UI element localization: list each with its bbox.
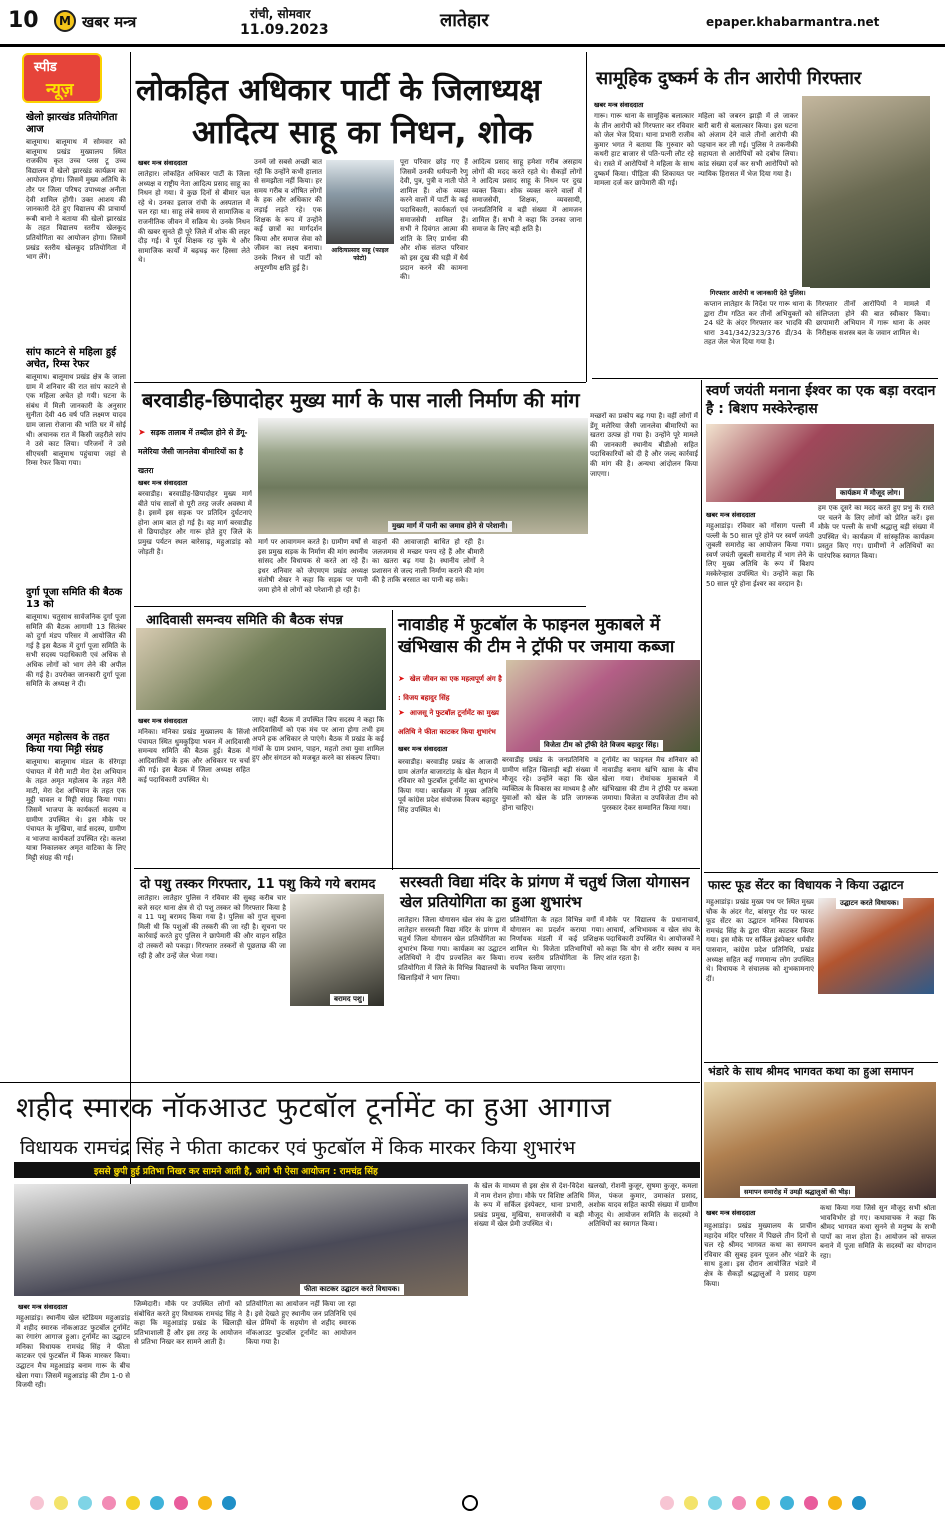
art6-quote-1-text: खेल जीवन का एक महत्वपूर्ण अंग है : विजय बहादुर सिंह [398, 675, 502, 702]
crosshair-icon [462, 1495, 478, 1511]
art2-col4: गिरफ्तार तीनों आरोपियों ने मामले में संलिप्तता होने की बात स्वीकार किया। छापामारी अभियान में गारू थाना के अवर निरीक्षक सशस्त्र बल के जवान शामिल थे। [816, 300, 930, 337]
art11-strap [14, 1162, 700, 1178]
art3-kicker [138, 420, 254, 477]
art1-col3: पूरा परिवार छोड़ गए हैं जिसमें उनकी धर्मपत्नी रेणु देवी, पुत्र, पुत्री व नाती पोते शामिल हैं। शोक व्यक्त करने वालों में पार्टी के कई पदाधिकारी, कार्यकर्ता एवं समाजसेवी शामिल हैं। सभी ने दिवंगत आत्मा की शांति के लिए प्रार्थना की और शोक संतप्त परिवार को इस दुख की घड़ी में धैर्य प्रदान करने की कामना की। [400, 158, 468, 282]
art2-headline: सामूहिक दुष्कर्म के तीन आरोपी गिरफ्तार [596, 68, 862, 89]
art6-left-rule [392, 610, 393, 870]
brand-name: खबर मन्त्र [82, 13, 137, 31]
art1-col1: लातेहार। लोकहित अधिकार पार्टी के जिला अध्यक्ष व राष्ट्रीय नेता आदित्य प्रसाद साहू का निधन हो गया। वे कुछ दिनों से बीमार चल रहे थे। उनका इलाज रांची के अस्पताल में चल रहा था। साहू लंबे समय से सामाजिक व राजनीतिक जीवन में सक्रिय थे। उनके निधन की खबर सुनते ही पूरे जिले में शोक की लहर दौड़ गई। वे पूर्व शिक्षक रह चुके थे और सामाजिक कार्यों में बढ़चढ़ कर हिस्सा लेते थे। [138, 170, 250, 265]
sidebar-item [26, 112, 126, 343]
logo-top-text: स्पीड [34, 60, 57, 75]
sidebar-body: बालूमाथ। बालूमाथ मंडल के सेरेगड़ा पंचायत में मेरी माटी मेरा देश अभियान के तहत अमृत महोत्सव के तहत मेरी माटी, मेरा देश अभियान के तहत एक मुट्ठी चावल व मिट्टी संग्रह किया गया। जिसमें भाजपा के कार्यकर्ता सदस्य व ग्रामीण उपस्थित थे। इस मौके पर पंचायत के मुखिया, वार्ड सदस्य, ग्रामीण व भाजपा कार्यकर्ता उपस्थित रहे। कलश यात्रा निकालकर अमृत वाटिका के लिए मिट्टी संग्रह की गई। [26, 758, 126, 862]
art3-top-rule [134, 382, 586, 383]
logo-bottom-text: न्यूज़ [46, 80, 74, 100]
registration-dot [828, 1496, 842, 1510]
sidebar-item [26, 587, 126, 728]
registration-dot [198, 1496, 212, 1510]
art2-photo-caption: गिरफ्तार आरोपी व जानकारी देते पुलिस। [706, 287, 810, 298]
art6-headline: नावाडीह में फुटबॉल के फाइनल मुकाबले में खंभिखास की टीम ने ट्रॉफी पर जमाया कब्जा [398, 615, 675, 657]
art11-headline-2: विधायक रामचंद्र सिंह ने फीता काटकर एवं फुटबॉल में किक मारकर किया शुभारंभ [20, 1137, 576, 1159]
art3-col3: वाहनों की आवाजाही बाधित हो रही है। जलजमाव से मच्छर पनप रहे हैं और बीमारी का खतरा बढ़ गया है। स्थानीय लोगों ने प्रशासन से जल्द नाली निर्माण कराने की मांग की है ताकि बरसात का पानी बह सके। [372, 538, 484, 585]
art4-photo-caption: कार्यक्रम में मौजूद लोग। [836, 488, 904, 499]
sidebar-body: बालूमाथ। चतुसाथ सार्वजनिक दुर्गा पूजा समिति की बैठक आगामी 13 सितंबर को दुर्गा मंडप परिसर में आयोजित की गई है इस बैठक में दुर्गा पूजा समिति के सभी सदस्य पदाधिकारी एवं अधिक से अधिक लोगों को भाग लेने की अपील की गई है। उपरोक्त जानकारी दुर्गा पूजा समिति के अध्यक्ष ने दी। [26, 613, 126, 689]
art3-col2: मार्ग पर आवागमन करते है। ग्रामीण वर्षों से इस प्रमुख सड़क के निर्माण की मांग स्थानीय सांसद और विधायक से करते आ रहे हैं। इधर शनिवार को जेएमएम प्रखंड अध्यक्ष संतोषी शेखर ने कहा कि सड़क पर पानी जमा होने से लोगों को परेशानी हो रही है। [258, 538, 368, 594]
art4-col1: महुआडांड़। रविवार को गोंसाग पल्ली में पल्ली के 50 साल पूरे होने पर स्वर्ण जयंती जुबली समारोह का आयोजन किया गया। स्वर्ण जयंती जुबली समारोह में भाग लेने के लिए मुख्य अतिथि के रूप में बिशप मस्केरेन्हास उपस्थित थे। उन्होंने कहा कि 50 साल पूरे होना ईश्वर का वरदान है। [706, 522, 814, 588]
art11-col1: महुआडांड़। स्थानीय खेल स्टेडियम महुआडांड़ में शहीद स्मारक नॉकआउट फुटबॉल टूर्नामेंट का रंगारंग आगाज हुआ। टूर्नामेंट का उद्घाटन मनिका विधायक रामचंद्र सिंह ने फीता काटकर एवं फुटबॉल में किक मारकर किया। उद्घाटन मैच महुआडांड़ बनाम गारू के बीच खेला गया। जिसमें महुआडांड़ की टीम 1-0 से विजयी रही। [16, 1314, 130, 1390]
art1-col2: उनमें जो सबसे अच्छी बात रही कि उन्होंने कभी हालात से समझौता नहीं किया। हर समय गरीब व शोषित लोगों के हक और अधिकार की लड़ाई लड़ते रहे। एक शिक्षक के रूप में उन्होंने कई छात्रों का मार्गदर्शन किया और समाज सेवा को जीवन का लक्ष्य बनाया। उनके निधन से पार्टी को अपूरणीय क्षति हुई है। [254, 158, 322, 272]
art2-photo [802, 96, 930, 288]
sidebar-body: बालूमाथ। बालूमाथ में सोमवार को बालूमाथ प्रखंड मुख्यालय स्थित राजकीय कृत उच्च प्लस टू उच्च विद्यालय में खेलो झारखंड कार्यक्रम का आयोजन होगा। जिसमें मुख्य अतिथि के तौर पर जिला परिषद उपाध्यक्ष अनीता देवी शामिल होंगी। उक्त आशय की जानकारी देते हुए विद्यालय की प्राचार्या रूबी बानो ने बताया की खेलो झारखंड के तहत विद्यालय स्तरीय खेलकूद प्रतियोगिता का आयोजन होगा। जिसमें प्रखंड स्तरीय खेलकूद प्रतियोगिता में भाग लेंगे। [26, 138, 126, 262]
art3-headline: बरवाडीह-छिपादोहर मुख्य मार्ग के पास नाली निर्माण की मांग [142, 388, 580, 412]
art6-byline: खबर मन्त्र संवाददाता [398, 745, 448, 753]
art7-body: लातेहार। लातेहार पुलिस ने रविवार की सुबह करीब चार बजे सदर थाना क्षेत्र से दो पशु तस्कर को गिरफ्तार किया है व 11 पशु बरामद किया गया है। पुलिस को गुप्त सूचना मिली थी कि पशुओं की तस्करी की जा रही है। सूचना पर कार्रवाई करते हुए पुलिस ने छापेमारी की और वाहन सहित दो तस्करों को पकड़ा। गिरफ्तार तस्करों से पूछताछ की जा रही है और उन्हें जेल भेजा गया। [138, 894, 286, 960]
sidebar-title: खेलो झारखंड प्रतियोगिता आज [26, 112, 118, 135]
art5-headline: आदिवासी समन्वय समिति की बैठक संपन्न [146, 613, 343, 628]
art11-headline-1: शहीद स्मारक नॉकआउट फुटबॉल टूर्नामेंट का हुआ आगाज [16, 1091, 612, 1124]
art10-col1: महुआडांड़। प्रखंड मुख्यालय के प्राचीन महादेव मंदिर परिसर में पिछले तीन दिनों से चल रहे श्रीमद भागवत कथा का समापन रविवार की सुबह हवन पूजन और भंडारे के साथ हुआ। इस दौरान आयोजित भंडारे में क्षेत्र के सैकड़ों श्रद्धालुओं ने प्रसाद ग्रहण किया। [704, 1222, 816, 1288]
registration-dot [684, 1496, 698, 1510]
art10-col2: कथा किया गया जिसे सुन मौजूद सभी श्रोता भावविभोर हो गए। कथावाचक ने कहा कि श्रीमद भागवत कथा सुनने से मनुष्य के सभी पापों का नाश होता है। आयोजन को सफल बनाने में पूजा समिति के सदस्यों का योगदान रहा। [820, 1204, 936, 1260]
art9-body: महुआडांड़। प्रखंड मुख्य पथ पर स्थित मुख्य चौक के अंदर गेट, बांसपुर रोड पर फास्ट फूड सेंटर का उद्घाटन मनिका विधायक रामचंद्र सिंह के द्वारा फीता काटकर किया गया। इस मौके पर सर्किल इंस्पेक्टर धर्मवीर पासवान, कांग्रेस प्रदेश प्रतिनिधि, प्रखंड अध्यक्ष सहित कई गणमान्य लोग उपस्थित थे। विधायक ने संचालक को शुभकामनाएं दीं। [706, 898, 814, 983]
art6-photo-caption: विजेता टीम को ट्रॉफी देते विजय बहादुर सिंह। [540, 740, 663, 751]
art9-photo-caption: उद्घाटन करते विधायक। [836, 898, 903, 909]
arrow-icon: ➤ [398, 674, 405, 683]
sidebar-divider [130, 52, 131, 1262]
art8-col1: लातेहार। जिला योगासन खेल संघ के द्वारा लातेहार सरस्वती विद्या मंदिर के प्रांगण में चतुर्थ जिला योगासन खेल प्रतियोगिता का शुभारंभ किया गया। कार्यक्रम का उद्घाटन अतिथियों ने दीप प्रज्वलित कर किया। प्रतियोगिता में जिले के विभिन्न विद्यालयों के खिलाड़ियों ने भाग लिया। [398, 916, 506, 982]
art11-strap-text: इससे छुपी हुई प्रतिभा निखर कर सामने आती है, आगे भी ऐसा आयोजन : रामचंद्र सिंह [94, 1167, 378, 1177]
registration-dot [78, 1496, 92, 1510]
sidebar-body: बालूमाथ। बालूमाथ प्रखंड क्षेत्र के जाला ग्राम में शनिवार की रात सांप काटने से एक महिला अचेत हो गयी। घटना के संबंध में मिली जानकारी के अनुसार सुनीता देवी 46 वर्ष पति लक्ष्मण यादव ग्राम जाला रोजाना की भांति घर में सोई थी। अचानक रात में किसी जहरीले सांप ने उसे काट लिया। परिजनों ने उसे सीएचसी बालूमाथ पहुंचाया जहां से रिम्स रेफर किया गया। [26, 373, 126, 468]
art5-photo [136, 628, 386, 710]
art4-headline: स्वर्ण जयंती मनाना ईश्वर का एक बड़ा वरदान है : बिशप मस्केरेन्हास [706, 383, 936, 417]
art2-col2: महिला को जबरन झाड़ी में ले जाकर बारी बारी से बलात्कार किया। इस घटना को अंजाम देने वाले तीनों आरोपी की पहचान कर ली गई। पुलिस ने तकनीकी सहायता से आरोपियों को दबोच लिया। कांड संख्या दर्ज कर सभी आरोपियों को न्यायिक हिरासत में भेज दिया गया है। [698, 112, 798, 178]
art6-col2: बरवाडीह प्रखंड के जनप्रतिनिधि व ग्रामीण सहित खिलाड़ी बड़ी संख्या में मौजूद रहे। उन्होंने कहा कि खेल व्यक्तित्व के विकास का माध्यम है और युवाओं को खेल के प्रति जागरूक होना चाहिए। [502, 756, 598, 812]
registration-dot [54, 1496, 68, 1510]
art1-photo-caption: आदित्यप्रसाद साहू (फाइल फोटो) [331, 247, 389, 262]
art8-col3: मौके पर विद्यालय के प्रधानाचार्य, आचार्य, अभिभावक व खेल संघ के पदाधिकारी उपस्थित थे। आयोजकों ने कहा कि योग से शरीर स्वस्थ व मन शांत रहता है। [606, 916, 700, 963]
art3-road-photo [258, 418, 588, 534]
art1-portrait-photo [326, 160, 394, 244]
registration-dot [174, 1496, 188, 1510]
art5-top-rule [134, 606, 586, 607]
art5-byline: खबर मन्त्र संवाददाता [138, 717, 188, 725]
art8-col2: प्रतियोगिता के तहत विभिन्न वर्गों में योगासन का प्रदर्शन कराया गया। निर्णायक मंडली में कई प्रशिक्षक शामिल थे। विजेता प्रतिभागियों को राज्य स्तरीय प्रतियोगिता के लिए चयनित किया जाएगा। [510, 916, 604, 972]
art11-photo [14, 1184, 468, 1296]
arrow-icon: ➤ [138, 428, 146, 438]
art10-byline: खबर मन्त्र संवाददाता [706, 1209, 756, 1217]
footer-bar [0, 1488, 945, 1517]
header-rule [0, 44, 945, 47]
art2-bottom-rule [592, 378, 938, 379]
arrow-icon: ➤ [398, 708, 405, 717]
epaper-url[interactable]: epaper.khabarmantra.net [706, 15, 880, 29]
art8-headline: सरस्वती विद्या मंदिर के प्रांगण में चतुर्थ जिला योगासन खेल प्रतियोगिता का हुआ शुभारंभ [400, 873, 690, 911]
registration-dot [780, 1496, 794, 1510]
registration-dot [804, 1496, 818, 1510]
art10-photo-caption: समापन समारोह में उमड़ी श्रद्धालुओं की भीड़। [740, 1186, 855, 1197]
art11-col3: प्रतियोगिता का आयोजन नहीं किया जा रहा है। इसे देखते हुए स्थानीय जन प्रतिनिधि एवं खेल प्रेमियों के सहयोग से शहीद स्मारक नॉकआउट फुटबॉल टूर्नामेंट का आयोजन किया गया है। [246, 1300, 356, 1347]
registration-dot [756, 1496, 770, 1510]
art3-col4: मच्छरों का प्रकोप बढ़ गया है। वहीं लोगों में डेंगू मलेरिया जैसी जानलेवा बीमारियों का खतरा उत्पन्न हो गया है। उन्होंने पूरे मामले की जानकारी स्थानीय बीडीओ सहित पदाधिकारियों को दी है और जल्द कार्रवाई की मांग की है। अन्यथा आंदोलन किया जाएगा। [590, 412, 698, 478]
registration-dot [732, 1496, 746, 1510]
art5-col2: जाए। वहीं बैठक में उपस्थित जिप सदस्य ने कहा कि आदिवासियों को एक मंच पर आना होगा तभी हम अपने हक अधिकार ले पाएंगे। बैठक में प्रखंड के कई गांवों के ग्राम प्रधान, पाहन, महतो तथा युवा शामिल हुए और संगठन को मजबूत करने का संकल्प लिया। [252, 716, 384, 763]
registration-dot [30, 1496, 44, 1510]
registration-dot [102, 1496, 116, 1510]
art9-top-rule [704, 872, 938, 873]
art1-divider [586, 52, 587, 382]
masthead [0, 0, 945, 48]
issue-date: 11.09.2023 [240, 22, 329, 38]
sidebar-title: दुर्गा पूजा समिति की बैठक 13 को [26, 587, 123, 610]
speed-news-logo [22, 53, 102, 103]
art9-photo [818, 898, 934, 994]
art9-headline: फास्ट फूड सेंटर का विधायक ने किया उद्घाटन [708, 878, 904, 892]
art2-col3: कप्तान लातेहार के निर्देश पर गारू थाना के द्वारा टीम गठित कर तीनों अभियुक्तों को 24 घंटे के अंदर गिरफ्तार कर भादवि की धारा 341/342/323/376 डी/34 के तहत जेल भेज दिया गया है। [704, 300, 812, 347]
art6-quote-2-text: आजसू ने फुटबॉल टूर्नामेंट का मुख्य अतिथि ने फीता काटकर किया शुभारंभ [398, 709, 499, 736]
place-date: रांची, सोमवार [250, 7, 311, 21]
art7-photo [290, 894, 384, 1006]
art11-col3-cont [360, 1300, 470, 1470]
art6-photo [506, 660, 700, 752]
art1-headline-2: आदित्य साहू का निधन, शोक [192, 113, 533, 151]
art3-kicker-text: सड़क तालाब में तब्दील होने से डेंगू-मलेरिया जैसी जानलेवा बीमारियों का है खतरा [138, 428, 248, 475]
registration-dot [150, 1496, 164, 1510]
brand-logo-icon: M [54, 10, 76, 32]
art10-top-rule [704, 1062, 938, 1063]
art6-col3: टूर्नामेंट का फाइनल मैच शनिवार को नावाडीह बनाम खंभि खास के बीच खेला गया। रोमांचक मुकाबले में खंभिखास की टीम ने ट्रॉफी पर कब्जा जमाया। विजेता व उपविजेता टीम को पुरस्कार देकर सम्मानित किया गया। [602, 756, 698, 812]
art11-col2: जिम्मेदारी। मौके पर उपस्थित लोगों को संबोधित करते हुए विधायक रामचंद्र सिंह ने कहा कि महुआडांड़ प्रखंड के खिलाड़ी प्रतिभाशाली हैं और इस तरह के आयोजन से प्रतिभा निखर कर सामने आती है। [134, 1300, 242, 1347]
art6-col1: बरवाडीह। बरवाडीह प्रखंड के आजादी ग्राम अंतर्गत बाजारटांड़ के खेल मैदान में रविवार को फुटबॉल टूर्नामेंट का शुभारंभ किया गया। कार्यक्रम में मुख्य अतिथि पूर्व कांग्रेस प्रदेश संयोजक विजय बहादुर सिंह उपस्थित थे। [398, 758, 498, 814]
art3-photo-caption: मुख्य मार्ग में पानी का जमाव होने से परेशानी। [388, 521, 512, 532]
registration-dot [222, 1496, 236, 1510]
art5-col1: मनिका। मनिका प्रखंड मुख्यालय के सिंजो पंचायत स्थित धुमकुड़िया भवन में आदिवासी समन्वय समिति की बैठक हुई। बैठक में आदिवासियों के हक और अधिकार पर चर्चा की गई। इस बैठक में जिला अध्यक्ष सहित कई पदाधिकारी उपस्थित थे। [138, 728, 250, 784]
art3-col1: बरवाडीह। बरवाडीह-छिपादोहर मुख्य मार्ग बीते पांच सालों से पूरी तरह जर्जर अवस्था में है। इसमें इस सड़क पर प्रतिदिन दुर्घटनाएं होना आम बात हो गई है। यह मार्ग बरवाडीह से छिपादोहर और गारू होते हुए जिले के प्रमुख पर्यटन स्थल बारेसाढ़, महुआडांड़ को जोड़ती है। [138, 490, 252, 556]
page-number: 10 [8, 8, 39, 33]
art2-byline: खबर मन्त्र संवाददाता [594, 101, 644, 109]
sidebar-title: सांप काटने से महिला हुई अचेत, रिम्स रेफर [26, 347, 117, 370]
section-name: लातेहार [440, 10, 489, 31]
art6-quote-2 [398, 700, 502, 738]
art7-photo-caption: बरामद पशु। [330, 994, 368, 1005]
art11-col4-main: के खेल के माध्यम से इस क्षेत्र से देश-विदेश में नाम रोशन होगा। मौके पर विशिष्ट अतिथि के रूप में सर्किल इंस्पेक्टर, थाना प्रभारी, प्रखंड प्रमुख, मुखिया, समाजसेवी व बड़ी संख्या में खेल प्रेमी उपस्थित थे। [474, 1182, 584, 1229]
sidebar-item [26, 347, 126, 583]
art1-headline-1: लोकहित अधिकार पार्टी के जिलाध्यक्ष [136, 73, 542, 108]
art7-headline: दो पशु तस्कर गिरफ्तार, 11 पशु किये गये बरामद [140, 877, 376, 892]
art11-col5: खलखो, रोशनी कुजूर, सुषमा कुजूर, कमला मिंज, पंकज कुमार, उमाकांत प्रसाद, अशोक यादव सहित काफी संख्या में ग्रामीण मौजूद थे। आयोजन समिति के सदस्यों ने अतिथियों का स्वागत किया। [588, 1182, 698, 1229]
art3-byline: खबर मन्त्र संवाददाता [138, 479, 188, 487]
art11-byline: खबर मन्त्र संवाददाता [18, 1303, 68, 1311]
art1-col4: आदित्य प्रसाद साहू हमेशा गरीब असहाय लोगों की मदद करते रहते थे। सैकड़ों लोगों ने आदित्य प्रसाद साहू के निधन पर दुख व्यक्त किया। शोक व्यक्त करने वालों में समाजसेवी, शिक्षक, व्यवसायी, जनप्रतिनिधि व बड़ी संख्या में आमजन शामिल हैं। सभी ने कहा कि उनका जाना समाज के लिए बड़ी क्षति है। [472, 158, 582, 234]
registration-dot [852, 1496, 866, 1510]
registration-dot [708, 1496, 722, 1510]
art10-photo [704, 1082, 936, 1198]
art11-photo-caption: फीता काटकर उद्घाटन करते विधायक। [300, 1284, 404, 1295]
art4-col2: हम एक दूसरे का मदद करते हुए प्रभु के रास्ते पर चलने के लिए लोगों को प्रेरित करें। इस मौके पर पल्ली के सभी श्रद्धालु बड़ी संख्या में उपस्थित थे। कार्यक्रम में सांस्कृतिक कार्यक्रम प्रस्तुत किए गए। ग्रामीणों ने अतिथियों का पारंपरिक स्वागत किया। [818, 504, 934, 560]
registration-dot [126, 1496, 140, 1510]
art10-headline: भंडारे के साथ श्रीमद भागवत कथा का हुआ समापन [708, 1065, 914, 1078]
art2-col1: गारू। गारू थाना के सामूहिक बलात्कार के तीन आरोपी को गिरफ्तार कर रविवार को जेल भेज दिया। थाना प्रभारी राजीव कुमार भगत ने बताया कि गुरुवार को कथरी हाट बाजार से पति-पत्नी लौट रहे थे। रास्ते में आरोपियों ने महिला के साथ दुष्कर्म किया। पीड़िता की शिकायत पर मामला दर्ज कर छापेमारी की गई। [594, 112, 694, 188]
sidebar-title: अमृत महोत्सव के तहत किया गया मिट्टी संग्रह [26, 732, 110, 755]
art7-top-rule [134, 868, 700, 869]
art1-byline: खबर मन्त्र संवाददाता [138, 159, 188, 167]
art6-quote-1 [398, 666, 502, 704]
registration-dot [660, 1496, 674, 1510]
art11-top-rule [0, 1082, 700, 1083]
art4-left-rule [701, 380, 702, 1260]
art4-byline: खबर मन्त्र संवाददाता [706, 511, 756, 519]
